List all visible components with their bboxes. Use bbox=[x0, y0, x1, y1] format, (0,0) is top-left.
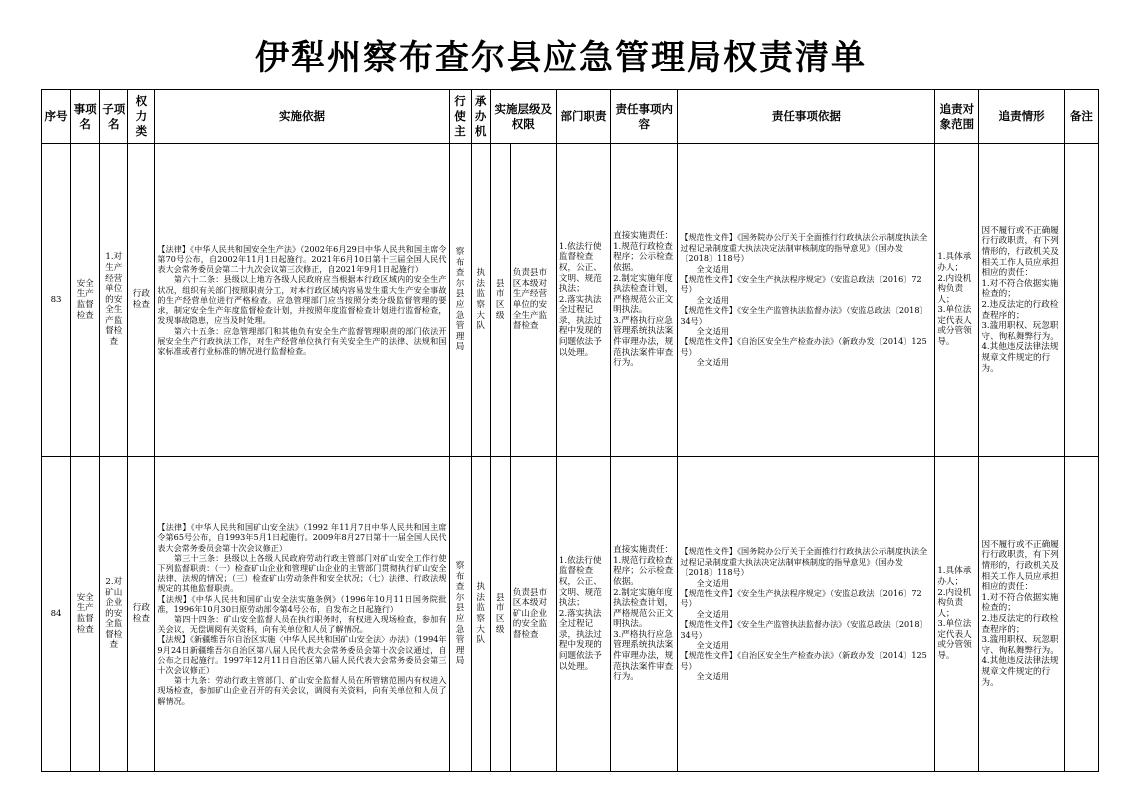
cell-accountability-cases: 因不履行或不正确履行行政职责，有下列情形的，行政机关及相关工作人员应承担相应的责任： 1.对不符合依据实施检查的； 2.违反法定的行政检查程序的； 3.滥用职权、玩忽职守、徇私舞弊行为。 4.其他违反法律法规规章文件规定的行为。 bbox=[979, 457, 1064, 772]
cell-remarks bbox=[1064, 144, 1098, 457]
header-exercising-subject: 行使主 bbox=[449, 90, 471, 144]
cell-level: 县市区级 bbox=[490, 144, 510, 457]
cell-undertaking-org: 执法监察大队 bbox=[471, 144, 490, 457]
header-undertaking-org: 承办机 bbox=[471, 90, 490, 144]
header-resp-content: 责任事项内容 bbox=[611, 90, 678, 144]
cell-level-power: 负责县市区本级对矿山企业的安全监督检查 bbox=[510, 457, 556, 772]
cell-seq: 84 bbox=[42, 457, 71, 772]
table-row bbox=[42, 144, 1099, 457]
header-resp-basis: 责任事项依据 bbox=[678, 90, 935, 144]
cell-dept-duty: 1.依法行使监督检查权，公正、文明、规范执法； 2.落实执法全过程记录，执法过程中发现的问题依法予以处理。 bbox=[556, 457, 610, 772]
page-title: 伊犁州察布查尔县应急管理局权责清单 bbox=[255, 38, 867, 78]
cell-accountability-scope: 1.具体承办人； 2.内设机构负责人； 3.单位法定代表人或分管领导。 bbox=[935, 457, 979, 772]
cell-seq: 83 bbox=[42, 144, 71, 457]
table-header-row bbox=[42, 90, 1099, 144]
cell-undertaking-org: 执法监察大队 bbox=[471, 457, 490, 772]
cell-basis: 【法律】《中华人民共和国安全生产法》（2002年6月29日中华人民共和国主席令第70号公布，自2002年11月1日起施行。2021年6月10日第十三届全国人民代表大会常务委员会第二十九次会议第三次修正，自2021年9月1日起施行） 第六十二条：县级以上地方各级人民政府应当根据本行政区域内的安全生产状况，组织有关部门按照职责分工，对本行政区域内容易发生重大生产安全事故的生产经营单位进行严格检查。应急管理部门应当按照分类分级监督管理的要求，制定安全生产年度监督检查计划，并按照年度监督检查计划进行监督检查，发现事故隐患，应当及时处理。 第六十五条：应急管理部门和其他负有安全生产监督管理职责的部门依法开展安全生产行政执法工作，对生产经营单位执行有关安全生产的法律、法规和国家标准或者行业标准的情况进行监督检查。 bbox=[155, 144, 449, 457]
cell-resp-basis: 【规范性文件】《国务院办公厅关于全面推行行政执法公示制度执法全过程记录制度重大执法决定法制审核制度的指导意见》（国办发〔2018〕118号） 全文适用 【规范性文件】《安全生产执法程序规定》（安监总政法〔2016〕72号） 全文适用 【规范性文件】《安全生产监管执法监督办法》（安监总政法〔2018〕34号） 全文适用 【规范性文件】《自治区安全生产检查办法》（新政办发〔2014〕125号） 全文适用 bbox=[678, 457, 935, 772]
header-accountability-scope: 追责对象范围 bbox=[935, 90, 979, 144]
header-dept-duty: 部门职责 bbox=[556, 90, 610, 144]
cell-exercising-subject: 察布查尔县应急管理局 bbox=[449, 144, 471, 457]
header-basis: 实施依据 bbox=[155, 90, 449, 144]
cell-exercising-subject: 察布查尔县应急管理局 bbox=[449, 457, 471, 772]
cell-item-name: 安全生产监督检查 bbox=[71, 144, 100, 457]
cell-resp-content: 直接实施责任： 1.规范行政检查程序；公示检查依据。 2.制定实施年度执法检查计划，严格规范公正文明执法。 3.严格执行应急管理系统执法案件审理办法，规范执法案件审查行为。 bbox=[611, 457, 678, 772]
cell-level-power: 负责县市区本级对生产经营单位的安全生产监督检查 bbox=[510, 144, 556, 457]
cell-sub-item-name: 2.对矿山企业的安全监督检查 bbox=[100, 457, 128, 772]
cell-basis: 【法律】《中华人民共和国矿山安全法》（1992 年11月7日中华人民共和国主席令第65号公布，自1993年5月1日起施行。2009年8月27日第十一届全国人民代表大会常务委员会第十次会议修正） 第三十三条：县级以上各级人民政府劳动行政主管部门对矿山安全工作行使下列监督职责：（一）检查矿山企业和管理矿山企业的主管部门贯彻执行矿山安全法律、法规的情况；（三）检查矿山劳动条件和安全状况；（七）法律、行政法规规定的其他监督职责。 【法规】《中华人民共和国矿山安全法实施条例》（1996年10月11日国务院批准，1996年10月30日原劳动部令第4号公布，自发布之日起施行） 第四十四条：矿山安全监督人员在执行职务时，有权进入现场检查，参加有关会议，无偿调阅有关资料，向有关单位和人员了解情况。 【法规】《新疆维吾尔自治区实施〈中华人民共和国矿山安全法〉办法》（1994年9月24日新疆维吾尔自治区第八届人民代表大会常务委员会第十次会议通过，自公布之日起施行。1997年12月11日自治区第八届人民代表大会常务委员会第三十次会议修正） 第十九条：劳动行政主管部门、矿山安全监督人员在所管辖范围内有权进入现场检查，参加矿山企业召开的有关会议，调阅有关资料，向有关单位和人员了解情况。 bbox=[155, 457, 449, 772]
cell-resp-content: 直接实施责任： 1.规范行政检查程序；公示检查依据。 2.制定实施年度执法检查计划，严格规范公正文明执法。 3.严格执行应急管理系统执法案件审理办法，规范执法案件审查行为。 bbox=[611, 144, 678, 457]
responsibility-table bbox=[41, 89, 1099, 772]
cell-sub-item-name: 1.对生产经营单位的安全生产监督检查 bbox=[100, 144, 128, 457]
cell-accountability-cases: 因不履行或不正确履行行政职责，有下列情形的，行政机关及相关工作人员应承担相应的责任： 1.对不符合依据实施检查的； 2.违反法定的行政检查程序的； 3.滥用职权、玩忽职守、徇私舞弊行为。 4.其他违反法律法规规章文件规定的行为。 bbox=[979, 144, 1064, 457]
header-accountability-cases: 追责情形 bbox=[979, 90, 1064, 144]
cell-remarks bbox=[1064, 457, 1098, 772]
cell-power-type: 行政检查 bbox=[128, 144, 155, 457]
cell-level: 县市区级 bbox=[490, 457, 510, 772]
header-remarks: 备注 bbox=[1064, 90, 1098, 144]
cell-accountability-scope: 1.具体承办人； 2.内设机构负责人； 3.单位法定代表人或分管领导。 bbox=[935, 144, 979, 457]
cell-dept-duty: 1.依法行使监督检查权，公正、文明、规范执法； 2.落实执法全过程记录，执法过程中发现的问题依法予以处理。 bbox=[556, 144, 610, 457]
header-sub-item-name: 子项名 bbox=[100, 90, 128, 144]
cell-power-type: 行政检查 bbox=[128, 457, 155, 772]
header-level: 实施层级及权限 bbox=[490, 90, 556, 144]
header-power-type: 权力类 bbox=[128, 90, 155, 144]
cell-item-name: 安全生产监督检查 bbox=[71, 457, 100, 772]
cell-resp-basis: 【规范性文件】《国务院办公厅关于全面推行行政执法公示制度执法全过程记录制度重大执法决定法制审核制度的指导意见》（国办发〔2018〕118号） 全文适用 【规范性文件】《安全生产执法程序规定》（安监总政法〔2016〕72号） 全文适用 【规范性文件】《安全生产监管执法监督办法》（安监总政法〔2018〕34号） 全文适用 【规范性文件】《自治区安全生产检查办法》（新政办发〔2014〕125号） 全文适用 bbox=[678, 144, 935, 457]
table-row bbox=[42, 457, 1099, 772]
header-item-name: 事项名 bbox=[71, 90, 100, 144]
header-seq: 序号 bbox=[42, 90, 71, 144]
